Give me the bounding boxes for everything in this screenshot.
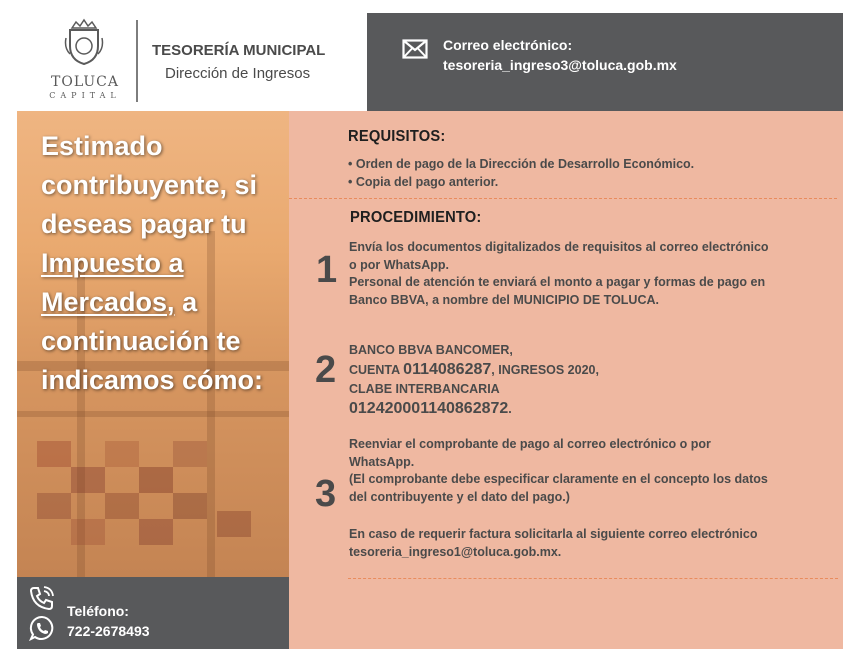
market-photo-panel: [17, 111, 289, 577]
requisito-item: • Orden de pago de la Dirección de Desarrollo Económico.: [348, 157, 695, 171]
clabe-number: 012420001140862872: [349, 400, 509, 417]
step-1-line: Envía los documentos digitalizados de requisitos al correo electrónico: [349, 240, 769, 254]
clabe-label: CLABE INTERBANCARIA: [349, 382, 500, 396]
step-number-2: 2: [315, 349, 337, 391]
instructions-panel: [289, 111, 843, 649]
step-1-line: o por WhatsApp.: [349, 257, 449, 272]
whatsapp-icon: [29, 615, 55, 641]
email-label: Correo electrónico:: [443, 37, 573, 53]
logo-name: TOLUCA: [51, 74, 119, 90]
procedimiento-title: PROCEDIMIENTO:: [350, 209, 482, 226]
logo-subtitle: CAPITAL: [49, 91, 121, 100]
phone-icon: [29, 585, 55, 611]
step-3-line: Reenviar el comprobante de pago al correo electrónico o por: [349, 437, 711, 451]
phone-contact-box: [17, 577, 289, 649]
account-label: CUENTA: [349, 363, 404, 377]
account-line: [349, 360, 599, 380]
step-3-text: [349, 436, 768, 506]
account-suffix: , INGRESOS 2020,: [491, 363, 599, 377]
intro-underlined-1: Impuesto a: [41, 248, 184, 278]
coat-of-arms-icon: [64, 18, 104, 66]
step-number-3: 3: [315, 473, 337, 515]
intro-message: [41, 127, 281, 400]
email-header-box: [367, 13, 843, 111]
clabe-suffix: .: [508, 402, 512, 416]
step-1-text: [349, 239, 769, 309]
step-3-line: WhatsApp.: [349, 454, 415, 469]
intro-underlined-2: Mercados,: [41, 287, 175, 317]
phone-label: Teléfono:: [67, 603, 129, 619]
account-number: 0114086287: [403, 361, 492, 378]
step-3-line: del contribuyente y el dato del pago.): [349, 489, 570, 504]
section-divider: [348, 578, 838, 579]
requisitos-title: REQUISITOS:: [348, 128, 446, 145]
phone-number[interactable]: 722-2678493: [67, 623, 150, 639]
header-divider: [136, 20, 138, 102]
step-3-line: (El comprobante debe especificar claramente en el concepto los datos: [349, 472, 768, 486]
requisito-item: • Copia del pago anterior.: [348, 175, 499, 189]
invoice-email-link[interactable]: tesoreria_ingreso1@toluca.gob.mx.: [349, 544, 562, 559]
step-2-text: [349, 341, 599, 419]
invoice-line: En caso de requerir factura solicitarla al siguiente correo electrónico: [349, 527, 758, 541]
invoice-text: [349, 526, 757, 561]
envelope-icon: [402, 39, 428, 59]
intro-part2: a continuación te indicamos cómo:: [41, 287, 264, 395]
step-number-1: 1: [316, 249, 338, 291]
section-divider: [289, 198, 837, 199]
bank-name: BANCO BBVA BANCOMER,: [349, 343, 513, 357]
intro-part1: Estimado contribuyente, si deseas pagar tu: [41, 131, 258, 239]
clabe-line: [349, 399, 599, 419]
org-subtitle: Dirección de Ingresos: [165, 65, 311, 82]
toluca-logo: [40, 18, 130, 102]
email-address-link[interactable]: tesoreria_ingreso3@toluca.gob.mx: [443, 57, 677, 73]
step-1-line: Banco BBVA, a nombre del MUNICIPIO DE TOLUCA.: [349, 292, 659, 307]
org-title: TESORERÍA MUNICIPAL: [152, 42, 326, 59]
step-1-line: Personal de atención te enviará el monto a pagar y formas de pago en: [349, 275, 766, 289]
